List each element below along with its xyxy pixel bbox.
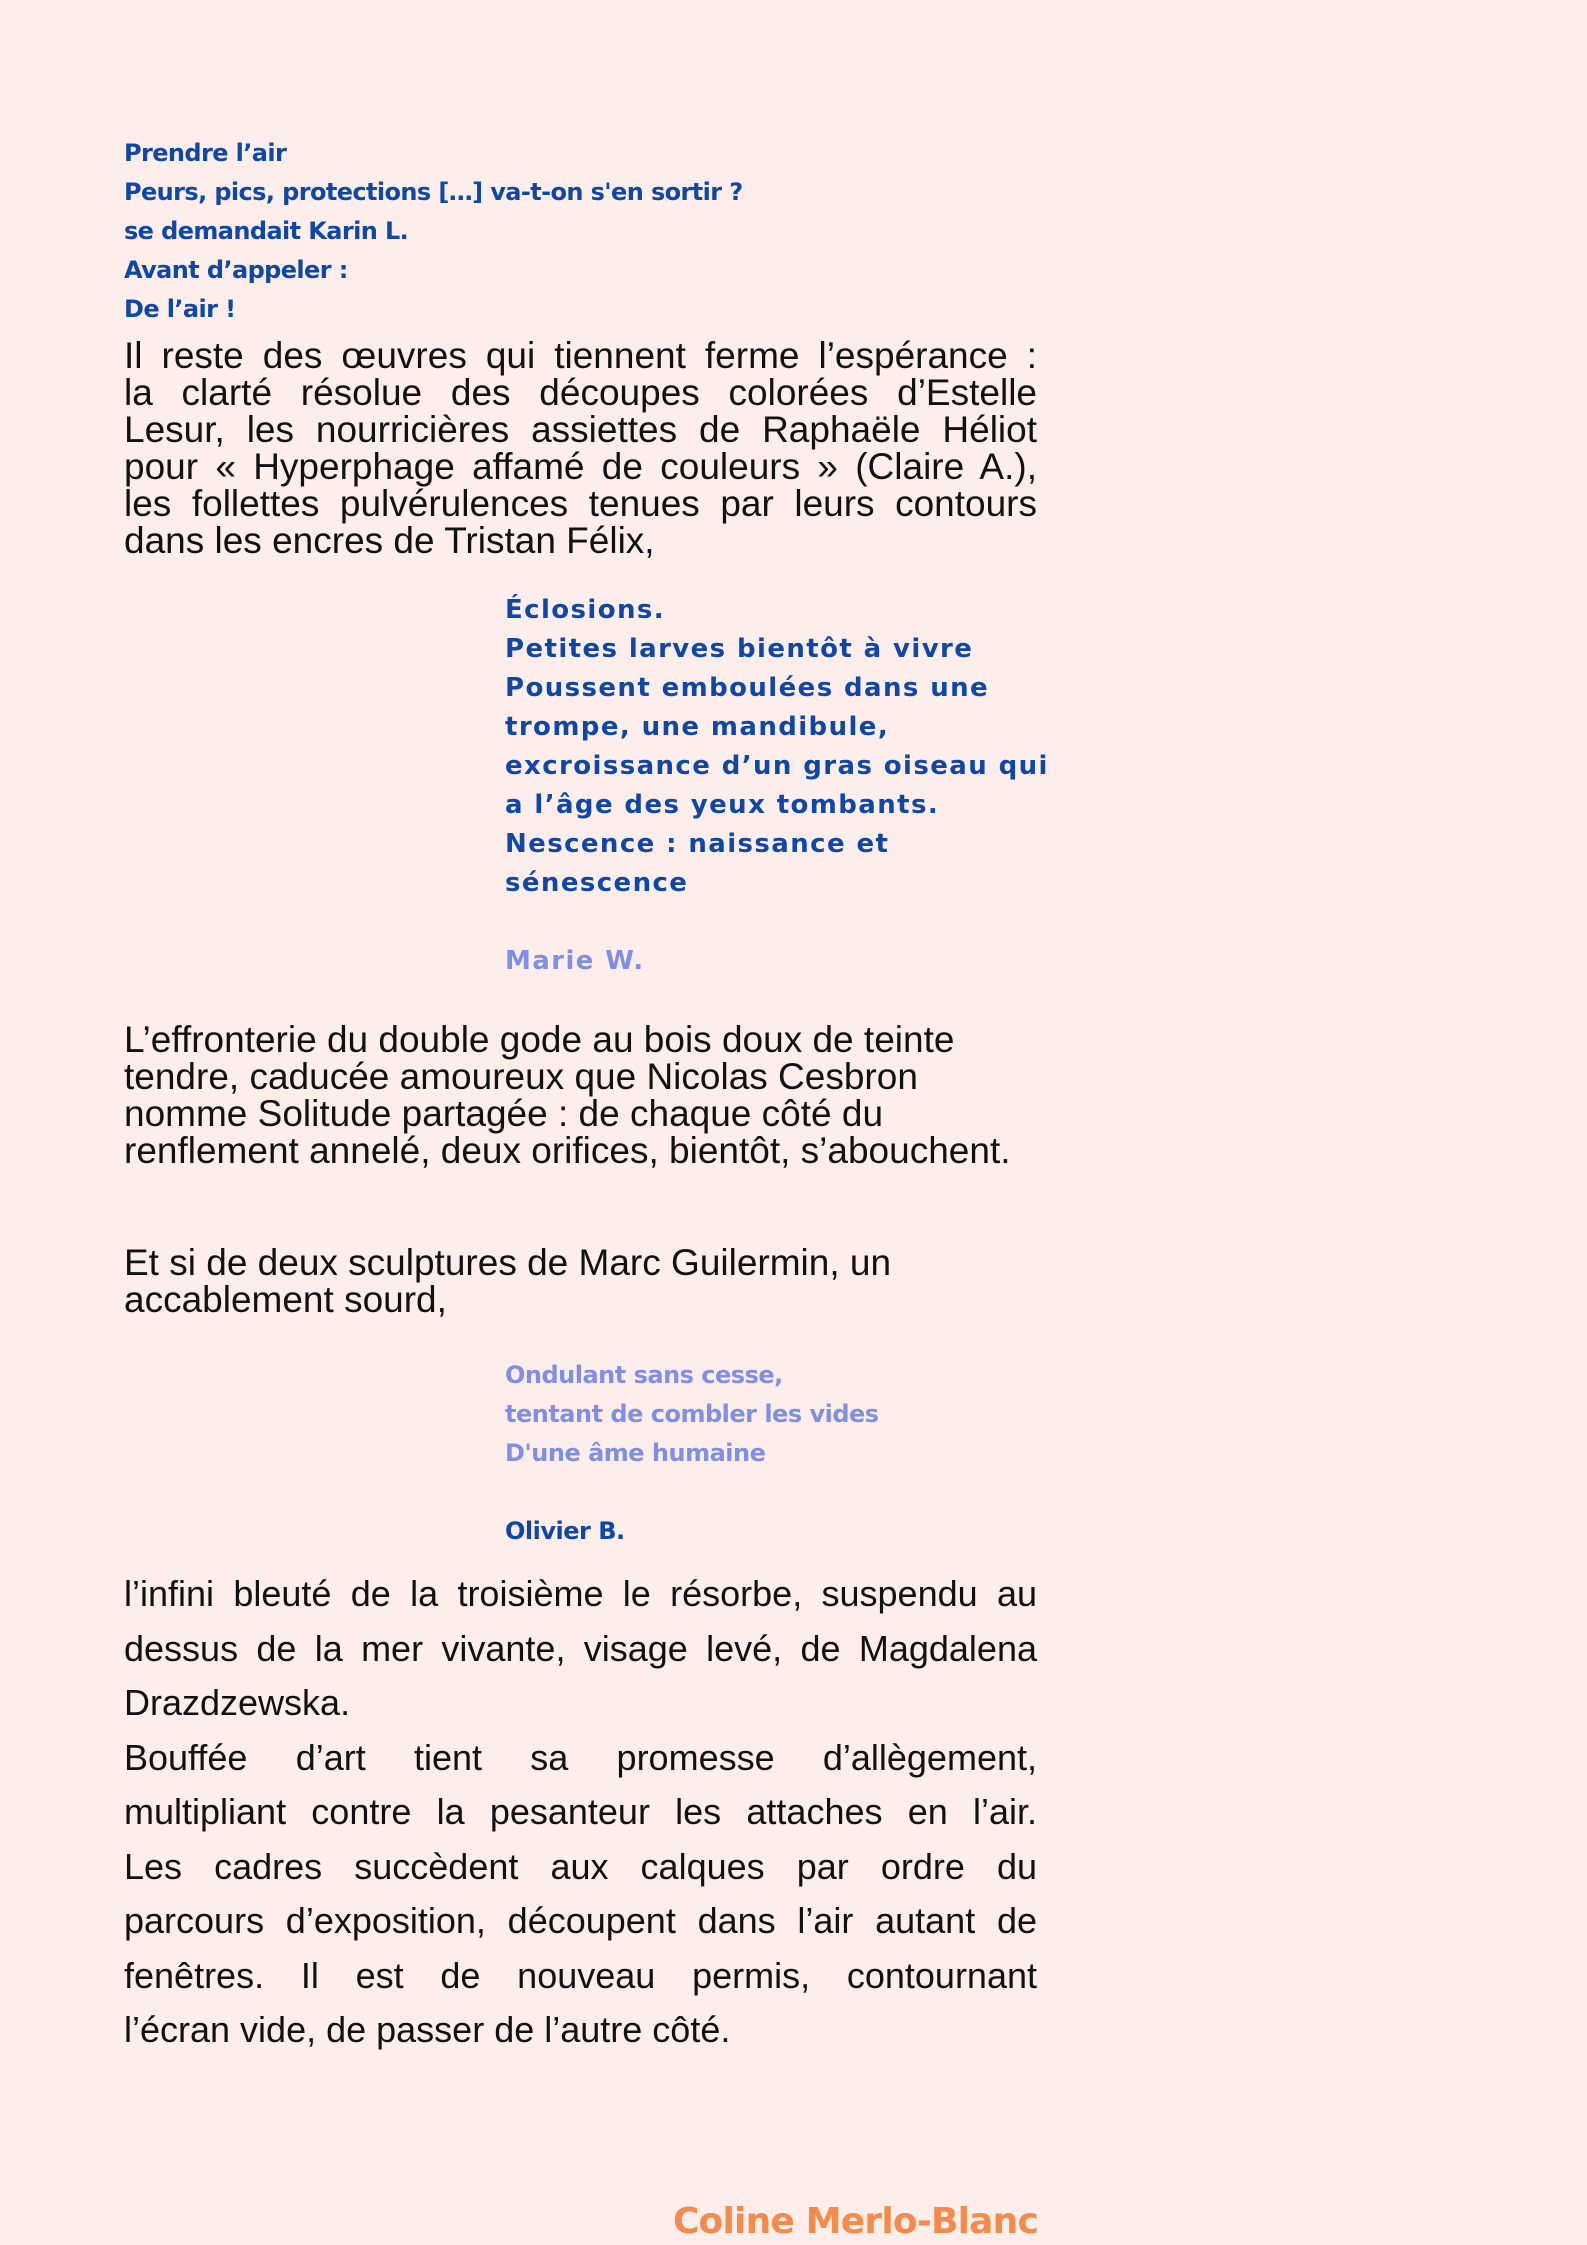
intro-line: De l’air ! — [124, 295, 236, 323]
paragraph-line: la clarté résolue des découpes colorées d’Estelle — [124, 372, 1037, 413]
paragraph-4 — [124, 1567, 1037, 2058]
paragraph-1 — [124, 337, 1037, 559]
paragraph-line: pour « Hyperphage affamé de couleurs » (Claire A.), — [124, 446, 1037, 487]
intro-line: Avant d’appeler : — [124, 256, 348, 284]
paragraph-line: dans les encres de Tristan Félix, — [124, 520, 655, 561]
poem-signature: Marie W. — [505, 946, 645, 976]
intro-line: Peurs, pics, protections […] va-t-on s'en sortir ? — [124, 178, 743, 206]
paragraph-line: Il reste des œuvres qui tiennent ferme l’espérance : — [124, 335, 1037, 376]
paragraph-line: renflement annelé, deux orifices, bientôt, s’abouchent. — [124, 1130, 1011, 1171]
paragraph-line: accablement sourd, — [124, 1279, 447, 1320]
paragraph-line: Bouffée d’art tient sa promesse d’allègement, — [124, 1736, 1037, 1778]
poem-signature: Olivier B. — [505, 1517, 625, 1545]
poem-line: D'une âme humaine — [505, 1439, 766, 1467]
paragraph-3 — [124, 1244, 1037, 1318]
poem-line: trompe, une mandibule, — [505, 712, 890, 742]
intro-line: se demandait Karin L. — [124, 217, 409, 245]
poem-line: Ondulant sans cesse, — [505, 1361, 783, 1389]
paragraph-line: fenêtres. Il est de nouveau permis, contournant — [124, 1954, 1037, 1996]
poem-line: a l’âge des yeux tombants. — [505, 790, 940, 820]
paragraph-line: Les cadres succèdent aux calques par ordre du — [124, 1845, 1037, 1887]
paragraph-line: Et si de deux sculptures de Marc Guilermin, un — [124, 1242, 892, 1283]
poem-line: Éclosions. — [505, 595, 666, 625]
paragraph-line: Lesur, les nourricières assiettes de Raphaële Héliot — [124, 409, 1037, 450]
poem-line: excroissance d’un gras oiseau qui — [505, 751, 1049, 781]
paragraph-line: l’infini bleuté de la troisième le résorbe, suspendu au — [124, 1573, 1037, 1614]
paragraph-line: dessus de la mer vivante, visage levé, de Magdalena — [124, 1627, 1037, 1669]
paragraph-line: nomme Solitude partagée : de chaque côté du — [124, 1093, 884, 1134]
paragraph-2 — [124, 1021, 1037, 1169]
author-name: Coline Merlo-Blanc — [672, 2201, 1038, 2242]
poem-line: Poussent emboulées dans une — [505, 673, 990, 703]
paragraph-line: l’écran vide, de passer de l’autre côté. — [124, 2009, 731, 2050]
paragraph-line: Drazdzewska. — [124, 1682, 351, 1723]
poem-2 — [505, 1356, 1065, 1551]
paragraph-line: tendre, caducée amoureux que Nicolas Cesbron — [124, 1056, 918, 1097]
poem-line: Petites larves bientôt à vivre — [505, 634, 974, 664]
poem-line: sénescence — [505, 868, 689, 898]
poem-line: tentant de combler les vides — [505, 1400, 879, 1428]
paragraph-line: multipliant contre la pesanteur les attaches en l’air. — [124, 1791, 1037, 1832]
poem-1 — [505, 591, 1065, 981]
intro-heading — [124, 134, 1024, 329]
paragraph-line: parcours d’exposition, découpent dans l’air autant de — [124, 1900, 1037, 1941]
paragraph-line: les follettes pulvérulences tenues par leurs contours — [124, 483, 1037, 524]
poem-line: Nescence : naissance et — [505, 829, 890, 859]
intro-line: Prendre l’air — [124, 139, 287, 167]
paragraph-line: L’effronterie du double gode au bois doux de teinte — [124, 1019, 955, 1060]
